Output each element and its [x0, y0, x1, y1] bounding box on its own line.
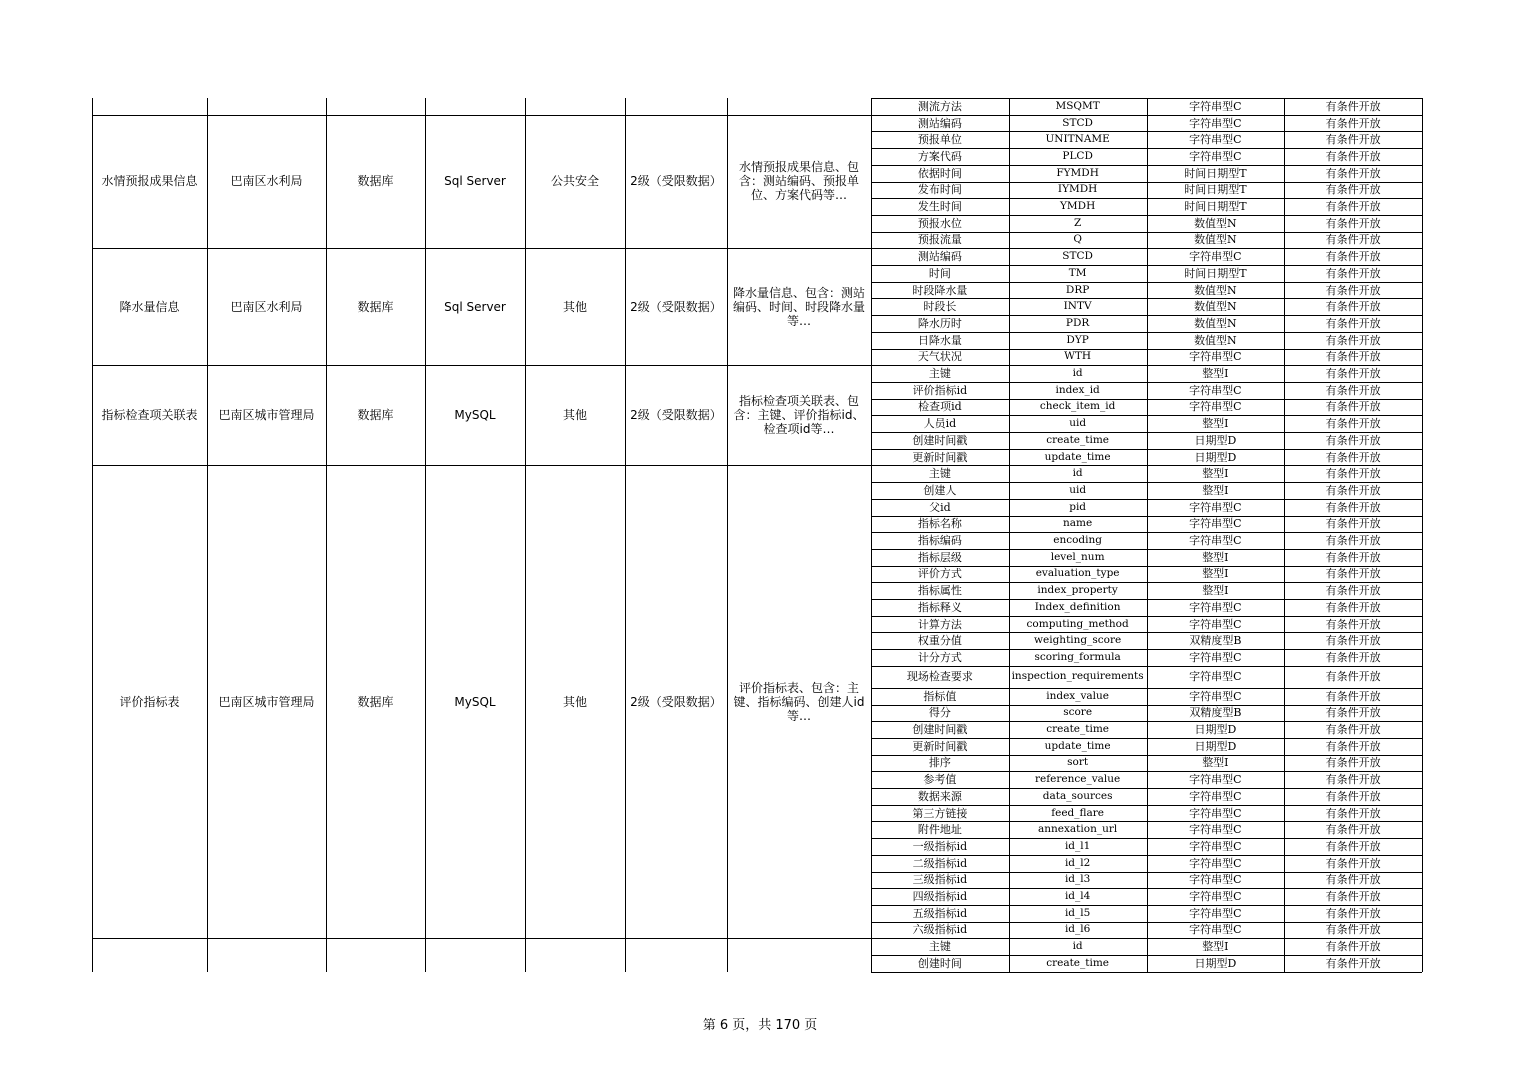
- field-type: 整型I: [1202, 467, 1229, 481]
- row-rule: [871, 972, 1422, 973]
- resource-name: 评价指标表: [119, 694, 180, 709]
- field-code: id: [1072, 367, 1083, 380]
- column-rule: [1422, 98, 1423, 972]
- field-cn-name: 更新时间戳: [912, 450, 968, 464]
- field-openness: 有条件开放: [1325, 333, 1381, 347]
- field-code: MSQMT: [1055, 99, 1100, 112]
- resource-type: 数据库: [357, 299, 394, 314]
- field-cn-name: 预报单位: [917, 133, 962, 147]
- field-code: id_l4: [1064, 890, 1091, 903]
- field-cn-name: 降水历时: [917, 316, 962, 330]
- field-cn-name: 二级指标id: [912, 856, 968, 870]
- field-openness: 有条件开放: [1325, 923, 1381, 937]
- field-cn-name: 预报水位: [917, 216, 962, 230]
- field-type: 时间日期型T: [1184, 200, 1247, 214]
- field-openness: 有条件开放: [1325, 200, 1381, 214]
- field-code: STCD: [1062, 116, 1093, 129]
- field-type: 字符串型C: [1189, 906, 1242, 920]
- department: 巴南区城市管理局: [218, 408, 315, 423]
- column-rule: [326, 98, 327, 972]
- field-cn-name: 人员id: [923, 417, 957, 431]
- data-catalog-table: [92, 98, 1422, 975]
- field-type: 字符串型C: [1189, 839, 1242, 853]
- column-rule: [871, 98, 872, 972]
- field-cn-name: 发布时间: [917, 183, 962, 197]
- field-code: PDR: [1065, 316, 1090, 329]
- resource-name: 水情预报成果信息: [101, 174, 198, 189]
- category: 其他: [562, 299, 587, 314]
- column-rule: [1147, 98, 1148, 972]
- field-openness: 有条件开放: [1325, 149, 1381, 163]
- resource-type: 数据库: [357, 174, 394, 189]
- field-type: 双精度型B: [1189, 634, 1242, 648]
- field-cn-name: 数据来源: [917, 789, 962, 803]
- column-rule: [525, 98, 526, 972]
- field-cn-name: 附件地址: [917, 823, 962, 837]
- field-cn-name: 测站编码: [917, 250, 962, 264]
- field-cn-name: 时间: [928, 266, 951, 280]
- field-cn-name: 主键: [928, 940, 951, 954]
- field-code: TM: [1068, 266, 1087, 279]
- field-cn-name: 指标层级: [917, 550, 962, 564]
- field-type: 字符串型C: [1189, 350, 1242, 364]
- field-type: 整型I: [1202, 756, 1229, 770]
- field-type: 字符串型C: [1189, 670, 1242, 684]
- field-type: 整型I: [1202, 483, 1229, 497]
- column-rule: [727, 98, 728, 972]
- field-type: 字符串型C: [1189, 689, 1242, 703]
- department: 巴南区水利局: [230, 299, 303, 314]
- field-type: 时间日期型T: [1184, 266, 1247, 280]
- field-openness: 有条件开放: [1325, 956, 1381, 970]
- field-cn-name: 创建时间: [917, 956, 962, 970]
- field-code: level_num: [1050, 550, 1105, 563]
- field-openness: 有条件开放: [1325, 450, 1381, 464]
- field-openness: 有条件开放: [1325, 400, 1381, 414]
- field-openness: 有条件开放: [1325, 99, 1381, 113]
- field-code: index_value: [1046, 689, 1109, 702]
- field-openness: 有条件开放: [1325, 367, 1381, 381]
- category: 其他: [562, 694, 587, 709]
- field-openness: 有条件开放: [1325, 789, 1381, 803]
- field-openness: 有条件开放: [1325, 467, 1381, 481]
- field-code: WTH: [1064, 350, 1092, 363]
- field-code: UNITNAME: [1045, 133, 1110, 146]
- field-openness: 有条件开放: [1325, 773, 1381, 787]
- field-type: 整型I: [1202, 940, 1229, 954]
- field-type: 字符串型C: [1189, 149, 1242, 163]
- field-code: check_item_id: [1039, 400, 1116, 413]
- field-openness: 有条件开放: [1325, 300, 1381, 314]
- field-openness: 有条件开放: [1325, 216, 1381, 230]
- field-code: IYMDH: [1057, 183, 1098, 196]
- field-openness: 有条件开放: [1325, 739, 1381, 753]
- field-code: inspection_requirements: [1011, 670, 1144, 683]
- field-code: id_l3: [1064, 873, 1091, 886]
- field-type: 字符串型C: [1189, 116, 1242, 130]
- security-level: 2级（受限数据）: [630, 174, 722, 189]
- field-openness: 有条件开放: [1325, 617, 1381, 631]
- field-type: 字符串型C: [1189, 823, 1242, 837]
- security-level: 2级（受限数据）: [630, 694, 722, 709]
- field-cn-name: 依据时间: [917, 166, 962, 180]
- field-cn-name: 发生时间: [917, 200, 962, 214]
- field-type: 整型I: [1202, 417, 1229, 431]
- field-code: scoring_formula: [1034, 650, 1121, 663]
- page-footer: 第 6 页，共 170 页: [702, 1018, 818, 1033]
- field-cn-name: 创建时间戳: [912, 433, 968, 447]
- resource-name: 降水量信息: [119, 299, 180, 314]
- resource-name: 指标检查项关联表: [101, 408, 198, 423]
- field-type: 字符串型C: [1189, 383, 1242, 397]
- resource-type: 数据库: [357, 694, 394, 709]
- field-code: evaluation_type: [1035, 567, 1120, 580]
- field-type: 字符串型C: [1189, 890, 1242, 904]
- field-cn-name: 天气状况: [917, 350, 962, 364]
- field-openness: 有条件开放: [1325, 650, 1381, 664]
- security-level: 2级（受限数据）: [630, 299, 722, 314]
- field-type: 数值型N: [1194, 300, 1237, 314]
- field-cn-name: 测站编码: [917, 116, 962, 130]
- field-code: INTV: [1063, 300, 1092, 313]
- dbms: MySQL: [454, 408, 496, 423]
- field-code: uid: [1069, 483, 1087, 496]
- field-openness: 有条件开放: [1325, 350, 1381, 364]
- field-openness: 有条件开放: [1325, 183, 1381, 197]
- field-code: weighting_score: [1034, 634, 1122, 647]
- column-rule: [92, 98, 93, 972]
- field-code: Z: [1073, 216, 1082, 229]
- field-type: 时间日期型T: [1184, 166, 1247, 180]
- field-openness: 有条件开放: [1325, 839, 1381, 853]
- field-cn-name: 五级指标id: [912, 906, 968, 920]
- field-type: 字符串型C: [1189, 250, 1242, 264]
- field-code: update_time: [1044, 739, 1111, 752]
- field-code: encoding: [1053, 534, 1102, 547]
- field-openness: 有条件开放: [1325, 806, 1381, 820]
- field-openness: 有条件开放: [1325, 283, 1381, 297]
- department: 巴南区水利局: [230, 174, 303, 189]
- field-code: computing_method: [1026, 617, 1129, 630]
- field-openness: 有条件开放: [1325, 266, 1381, 280]
- field-code: update_time: [1044, 450, 1111, 463]
- field-code: id: [1072, 940, 1083, 953]
- field-openness: 有条件开放: [1325, 873, 1381, 887]
- field-type: 日期型D: [1194, 433, 1237, 447]
- field-openness: 有条件开放: [1325, 723, 1381, 737]
- field-code: index_id: [1055, 383, 1100, 396]
- category: 其他: [562, 408, 587, 423]
- field-type: 字符串型C: [1189, 500, 1242, 514]
- field-code: pid: [1069, 500, 1087, 513]
- field-code: create_time: [1046, 723, 1110, 736]
- field-cn-name: 预报流量: [917, 233, 962, 247]
- field-cn-name: 得分: [928, 706, 951, 720]
- field-code: id_l5: [1064, 906, 1091, 919]
- field-openness: 有条件开放: [1325, 706, 1381, 720]
- field-openness: 有条件开放: [1325, 567, 1381, 581]
- field-cn-name: 指标值: [923, 689, 957, 703]
- field-code: YMDH: [1059, 200, 1096, 213]
- field-type: 字符串型C: [1189, 600, 1242, 614]
- resource-type: 数据库: [357, 408, 394, 423]
- field-code: DRP: [1065, 283, 1090, 296]
- field-code: id_l6: [1064, 923, 1091, 936]
- description: 水情预报成果信息、包含：测站编码、预报单位、方案代码等…: [738, 160, 859, 203]
- field-type: 数值型N: [1194, 216, 1237, 230]
- field-type: 整型I: [1202, 367, 1229, 381]
- field-openness: 有条件开放: [1325, 890, 1381, 904]
- dbms: MySQL: [454, 694, 496, 709]
- field-openness: 有条件开放: [1325, 756, 1381, 770]
- field-code: reference_value: [1035, 773, 1121, 786]
- field-cn-name: 方案代码: [917, 149, 962, 163]
- field-openness: 有条件开放: [1325, 517, 1381, 531]
- description: 降水量信息、包含：测站编码、时间、时段降水量等…: [732, 285, 865, 328]
- field-code: score: [1063, 706, 1093, 719]
- field-openness: 有条件开放: [1325, 166, 1381, 180]
- field-openness: 有条件开放: [1325, 116, 1381, 130]
- field-code: create_time: [1046, 956, 1110, 969]
- field-cn-name: 父id: [929, 500, 951, 514]
- field-type: 字符串型C: [1189, 517, 1242, 531]
- field-code: STCD: [1062, 250, 1093, 263]
- field-openness: 有条件开放: [1325, 584, 1381, 598]
- field-code: PLCD: [1062, 149, 1093, 162]
- field-openness: 有条件开放: [1325, 250, 1381, 264]
- field-openness: 有条件开放: [1325, 500, 1381, 514]
- field-type: 字符串型C: [1189, 789, 1242, 803]
- field-type: 日期型D: [1194, 956, 1237, 970]
- field-openness: 有条件开放: [1325, 670, 1381, 684]
- field-code: sort: [1067, 756, 1089, 769]
- field-type: 字符串型C: [1189, 873, 1242, 887]
- field-openness: 有条件开放: [1325, 940, 1381, 954]
- field-openness: 有条件开放: [1325, 856, 1381, 870]
- field-cn-name: 六级指标id: [912, 923, 968, 937]
- field-type: 数值型N: [1194, 233, 1237, 247]
- field-openness: 有条件开放: [1325, 689, 1381, 703]
- field-openness: 有条件开放: [1325, 383, 1381, 397]
- field-cn-name: 时段长: [923, 300, 957, 314]
- field-type: 字符串型C: [1189, 806, 1242, 820]
- column-rule: [1009, 98, 1010, 972]
- field-cn-name: 日降水量: [917, 333, 962, 347]
- field-code: DYP: [1066, 333, 1089, 346]
- field-code: Q: [1073, 233, 1082, 246]
- field-openness: 有条件开放: [1325, 550, 1381, 564]
- field-type: 字符串型C: [1189, 856, 1242, 870]
- field-code: feed_flare: [1051, 806, 1105, 819]
- field-openness: 有条件开放: [1325, 233, 1381, 247]
- field-cn-name: 排序: [928, 756, 951, 770]
- field-type: 日期型D: [1194, 450, 1237, 464]
- field-cn-name: 一级指标id: [912, 839, 968, 853]
- field-type: 数值型N: [1194, 316, 1237, 330]
- field-cn-name: 权重分值: [917, 634, 962, 648]
- field-code: id_l1: [1064, 839, 1091, 852]
- field-type: 字符串型C: [1189, 133, 1242, 147]
- field-type: 字符串型C: [1189, 99, 1242, 113]
- field-code: create_time: [1046, 433, 1110, 446]
- field-code: annexation_url: [1038, 823, 1118, 836]
- department: 巴南区城市管理局: [218, 694, 315, 709]
- field-openness: 有条件开放: [1325, 133, 1381, 147]
- field-type: 数值型N: [1194, 283, 1237, 297]
- description: 指标检查项关联表、包含：主键、评价指标id、检查项id等…: [733, 394, 865, 437]
- field-cn-name: 创建时间戳: [912, 723, 968, 737]
- dbms: Sql Server: [444, 299, 506, 314]
- field-cn-name: 主键: [928, 467, 951, 481]
- field-cn-name: 时段降水量: [912, 283, 968, 297]
- field-type: 时间日期型T: [1184, 183, 1247, 197]
- field-cn-name: 测流方法: [917, 99, 962, 113]
- field-openness: 有条件开放: [1325, 433, 1381, 447]
- field-cn-name: 第三方链接: [912, 806, 968, 820]
- field-type: 字符串型C: [1189, 534, 1242, 548]
- field-openness: 有条件开放: [1325, 634, 1381, 648]
- field-code: Index_definition: [1034, 600, 1121, 613]
- field-openness: 有条件开放: [1325, 483, 1381, 497]
- field-type: 字符串型C: [1189, 617, 1242, 631]
- column-rule: [425, 98, 426, 972]
- field-code: uid: [1069, 417, 1087, 430]
- field-cn-name: 指标名称: [917, 517, 962, 531]
- field-type: 日期型D: [1194, 739, 1237, 753]
- field-cn-name: 计分方式: [917, 650, 962, 664]
- field-openness: 有条件开放: [1325, 600, 1381, 614]
- field-code: id: [1072, 467, 1083, 480]
- field-cn-name: 指标编码: [917, 534, 962, 548]
- field-type: 字符串型C: [1189, 400, 1242, 414]
- field-openness: 有条件开放: [1325, 906, 1381, 920]
- field-code: index_property: [1037, 584, 1118, 597]
- field-type: 日期型D: [1194, 723, 1237, 737]
- field-type: 整型I: [1202, 584, 1229, 598]
- field-code: id_l2: [1064, 856, 1091, 869]
- field-type: 数值型N: [1194, 333, 1237, 347]
- field-cn-name: 评价指标id: [912, 383, 968, 397]
- field-cn-name: 检查项id: [918, 400, 962, 414]
- dbms: Sql Server: [444, 174, 506, 189]
- field-type: 整型I: [1202, 550, 1229, 564]
- field-openness: 有条件开放: [1325, 316, 1381, 330]
- field-type: 字符串型C: [1189, 923, 1242, 937]
- category: 公共安全: [550, 174, 599, 189]
- field-cn-name: 现场检查要求: [906, 670, 973, 684]
- field-cn-name: 三级指标id: [912, 873, 968, 887]
- field-type: 字符串型C: [1189, 650, 1242, 664]
- field-cn-name: 计算方法: [917, 617, 962, 631]
- column-rule: [625, 98, 626, 972]
- field-code: FYMDH: [1056, 166, 1099, 179]
- field-type: 整型I: [1202, 567, 1229, 581]
- field-openness: 有条件开放: [1325, 534, 1381, 548]
- security-level: 2级（受限数据）: [630, 408, 722, 423]
- field-code: name: [1063, 517, 1093, 530]
- field-cn-name: 评价方式: [917, 567, 962, 581]
- field-cn-name: 参考值: [923, 773, 957, 787]
- column-rule: [207, 98, 208, 972]
- column-rule: [1284, 98, 1285, 972]
- field-cn-name: 四级指标id: [912, 890, 968, 904]
- field-code: data_sources: [1042, 789, 1113, 802]
- description: 评价指标表、包含：主键、指标编码、创建人id等…: [733, 680, 865, 723]
- field-type: 双精度型B: [1189, 706, 1242, 720]
- field-cn-name: 更新时间戳: [912, 739, 968, 753]
- field-cn-name: 指标属性: [917, 584, 962, 598]
- field-cn-name: 创建人: [923, 483, 957, 497]
- field-openness: 有条件开放: [1325, 823, 1381, 837]
- field-type: 字符串型C: [1189, 773, 1242, 787]
- field-openness: 有条件开放: [1325, 417, 1381, 431]
- field-cn-name: 主键: [928, 367, 951, 381]
- field-cn-name: 指标释义: [917, 600, 962, 614]
